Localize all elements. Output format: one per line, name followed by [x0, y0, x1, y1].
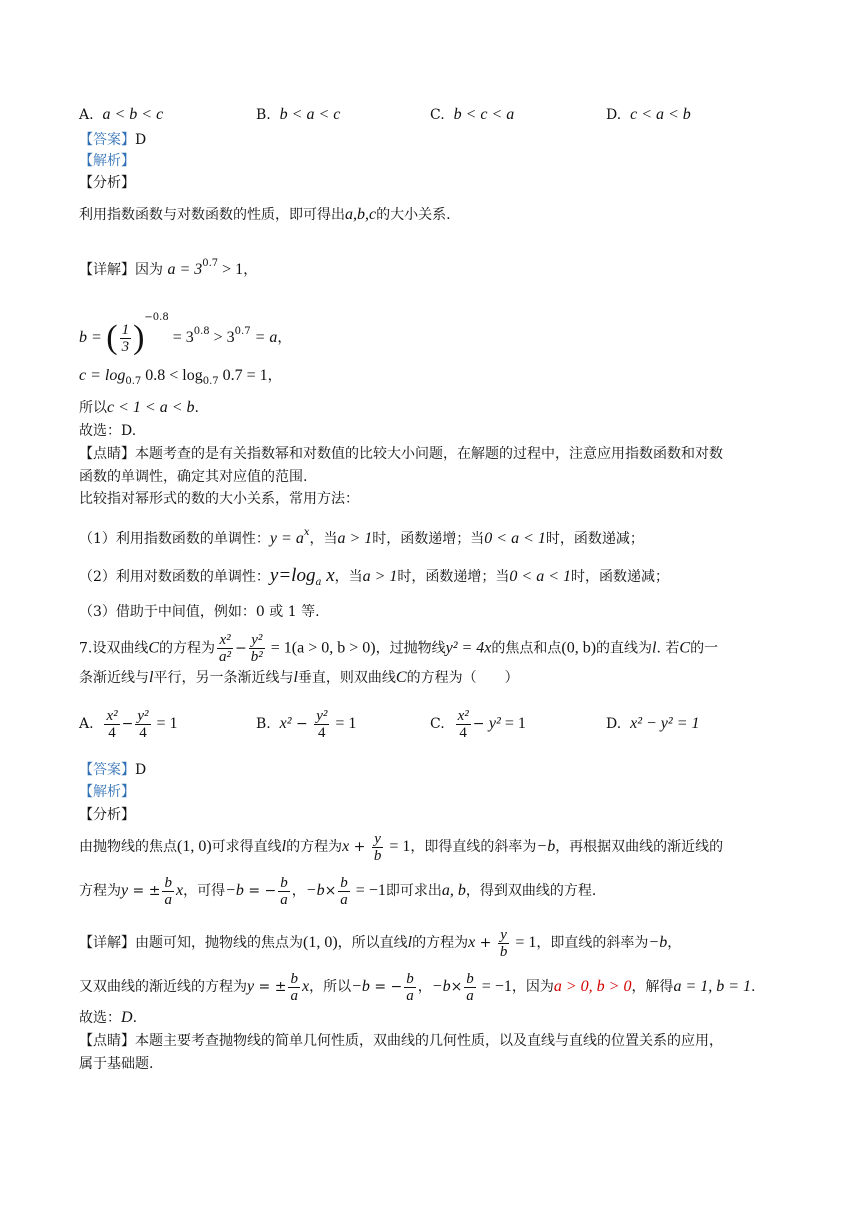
q6-answer — [79, 130, 146, 150]
text: 可求得直线 — [211, 839, 282, 855]
math: = 1(a > 0, b > 0) — [266, 639, 376, 657]
text: 的焦点和点 — [491, 640, 562, 657]
text: . — [194, 400, 199, 416]
math: = −1 — [477, 978, 512, 995]
subscript: 0.7 — [125, 376, 142, 387]
q7-guxuan — [79, 1008, 137, 1028]
text: 时，函数递减； — [545, 531, 644, 547]
fraction: $\frac{y}{b}$ — [499, 926, 508, 960]
fraction: $\frac{y}{b}$ — [373, 830, 382, 864]
q6-conclusion — [79, 398, 199, 418]
text: 7.设双曲线 — [79, 640, 149, 657]
text: ，再根据双曲线的渐近线的 — [555, 839, 724, 855]
text: ，即直线的斜率为 — [536, 935, 649, 951]
q6-method-1 — [79, 523, 644, 549]
text: ，即得直线的斜率为 — [410, 839, 537, 855]
math: (1, 0) — [177, 838, 212, 855]
q6-jiexi — [79, 151, 135, 171]
math: > 3 — [209, 329, 235, 346]
q6-fenxi-text — [79, 205, 451, 225]
math: l — [407, 934, 413, 951]
q6-dianjing-2 — [79, 467, 307, 487]
option-expr: b < c < a — [453, 106, 515, 123]
text: （1）利用指数函数的单调性： — [79, 531, 270, 547]
text: 的方程为 — [159, 640, 216, 657]
q6-option-d — [606, 106, 691, 124]
text: ，解得 — [631, 979, 674, 995]
text: ，可得 — [183, 883, 226, 899]
text: 的一 — [690, 640, 719, 657]
text: 本题考查的是有关指数幂和对数值的比较大小问题，在解题的过程中，注意应用指数函数和对数 — [135, 446, 723, 462]
text: 平行，另一条渐近线与 — [153, 670, 294, 686]
q7-answer — [79, 760, 146, 780]
q7-stem-line2 — [79, 668, 519, 688]
q6-option-a — [79, 106, 163, 124]
math: = −1 — [351, 882, 386, 899]
math: a > 1 — [337, 530, 373, 547]
jiexi-tag: 【解析】 — [79, 153, 135, 169]
text: 故选：D. — [79, 423, 137, 439]
text: 本题主要考查抛物线的简单几何性质，双曲线的几何性质，以及直线与直线的位置关系的应用， — [135, 1033, 723, 1049]
q6-xiangjie-step3 — [79, 366, 282, 392]
text: 时，函数递增；当 — [372, 531, 485, 547]
text: ，过抛物线 — [375, 640, 446, 657]
text: 利用指数函数与对数函数的性质，即可得出 — [79, 207, 345, 223]
fraction: $\frac{b}{a}$ — [340, 874, 348, 908]
text: （2）利用对数函数的单调性： — [79, 569, 270, 585]
math: 0.7 = 1 — [218, 367, 268, 384]
option-label: D. — [606, 107, 622, 123]
text: 方程为 — [79, 883, 121, 899]
text: . — [751, 979, 756, 995]
answer-value: D — [135, 762, 147, 778]
text: 属于基础题. — [79, 1056, 154, 1072]
math: c = log — [79, 367, 126, 384]
q7-option-c: C. $\frac{\text{x²}}{4}$ − y² = 1 — [430, 707, 526, 741]
text: ，当 — [334, 569, 363, 585]
fenxi-tag: 【分析】 — [79, 807, 135, 823]
fraction: $\frac{\text{x²}}{4}$ — [106, 707, 118, 741]
text: 的方程为 — [412, 935, 469, 951]
math: l — [149, 669, 154, 686]
text: ， — [417, 979, 432, 995]
fraction-y2-b2: $\frac{\text{y²}}{\text{b²}}$ — [250, 632, 263, 665]
q6-method-3 — [79, 602, 320, 622]
q6-xiangjie-step1 — [79, 254, 257, 280]
numerator: 1 — [121, 321, 130, 338]
text: 条渐近线与 — [79, 670, 149, 686]
text: 由抛物线的焦点 — [79, 839, 177, 855]
math: 0 < a < 1 — [484, 530, 546, 547]
fraction: $\frac{b}{a}$ — [406, 970, 414, 1004]
subscript: a — [315, 577, 322, 588]
text: 的方程为 — [286, 839, 343, 855]
option-expr: c < a < b — [630, 106, 691, 123]
text: 所以 — [79, 400, 107, 416]
fraction: $\frac{b}{a}$ — [164, 874, 172, 908]
q6-option-c — [430, 106, 514, 124]
xiangjie-tag: 【详解】 — [79, 935, 135, 951]
q7-option-b: B. x² − $\frac{\text{y²}}{4}$ = 1 — [256, 707, 357, 741]
text: ， — [267, 368, 282, 384]
math: C — [679, 639, 691, 657]
option-label: C. — [430, 107, 445, 123]
text: ， — [277, 330, 292, 346]
left-paren: ( — [106, 319, 118, 356]
answer-tag: 【答案】 — [79, 762, 135, 778]
text: . — [132, 1010, 138, 1026]
math: x² − y² = 1 — [630, 715, 700, 732]
fraction: $\frac{\text{x²}}{4}$ — [457, 707, 469, 741]
q6-method-intro — [79, 489, 359, 509]
text: 的直线为 — [596, 640, 653, 657]
q7-fenxi-heading — [79, 805, 135, 825]
jiexi-tag: 【解析】 — [79, 784, 135, 800]
exponent: 0.8 — [193, 326, 210, 337]
fraction-x2-a2: $\frac{\text{x²}}{\text{a²}}$ — [219, 632, 232, 665]
q7-xiangjie-line1: 【详解】由题可知，抛物线的焦点为(1, 0)，所以直线l的方程为x + $\frac{y}{b}$ = 1，即直线的斜率为−b， — [79, 926, 682, 960]
math: −b — [648, 934, 668, 951]
math: −b — [536, 838, 556, 855]
math: (0, b) — [561, 639, 597, 657]
math: l — [293, 669, 298, 686]
text: 比较指对幂形式的数的大小关系，常用方法： — [79, 491, 359, 507]
right-paren: ) — [133, 319, 145, 356]
option-expr: b < a < c — [279, 106, 341, 123]
option-label: B. — [256, 107, 271, 123]
text: 又双曲线的渐近线的方程为 — [79, 979, 247, 995]
math: a = 3 — [167, 261, 203, 278]
text: ，因为 — [511, 979, 554, 995]
text: 时，函数递增；当 — [397, 569, 510, 585]
math: = 3 — [168, 329, 194, 346]
option-expr: a < b < c — [102, 106, 164, 123]
math: y² = 4x — [445, 639, 492, 657]
text: 由题可知，抛物线的焦点为 — [135, 935, 303, 951]
math: x — [321, 565, 335, 586]
dianjing-tag: 【点睛】 — [79, 1033, 135, 1049]
q7-option-d — [606, 704, 699, 744]
highlighted-condition: a > 0, b > 0 — [553, 978, 632, 995]
text: 的大小关系. — [376, 207, 451, 223]
q7-xiangjie-line2: 又双曲线的渐近线的方程为y = ± $\frac{b}{a}$ x，所以−b = − $\frac{b}{a}$ ，−b× $\frac{b}{a}$ = −1，因为a > 0, b > 0，解得a = 1, b = 1. — [79, 970, 756, 1004]
q7-stem-line1: 7.设双曲线C的方程为 $\frac{\text{x²}}{\text{a²}}$ − $\frac{\text{y²}}{\text{b²}}$ = 1(a > 0, b > 0)，过抛物线y² = 4x的焦点和点(0, b)的直线为l. 若C的一 — [79, 632, 719, 665]
math: a = 1, b = 1 — [673, 978, 752, 995]
q7-dianjing-1 — [79, 1031, 723, 1051]
text: 因为 — [135, 262, 163, 278]
q6-option-b — [256, 106, 340, 124]
q7-fenxi-line2: 方程为y = ± $\frac{b}{a}$ x，可得−b = − $\frac{b}{a}$ ，−b× $\frac{b}{a}$ = −1即可求出a, b，得到双曲线的方程. — [79, 874, 597, 908]
text: （3）借助于中间值，例如：0 或 1 等. — [79, 604, 320, 620]
fraction: $\frac{\text{y²}}{4}$ — [316, 707, 328, 741]
math: C — [395, 669, 407, 686]
math: a, b — [441, 882, 466, 899]
dianjing-tag: 【点睛】 — [79, 446, 135, 462]
option-label: D. — [606, 716, 622, 732]
text: 的方程为（ ） — [406, 670, 519, 686]
math: a > 1 — [362, 568, 398, 585]
text: ，所以 — [309, 979, 352, 995]
xiangjie-tag: 【详解】 — [79, 262, 135, 278]
math: y=log — [269, 565, 316, 586]
text: 时，函数递减； — [571, 569, 670, 585]
text: ， — [667, 935, 682, 951]
q6-method-2 — [79, 566, 669, 593]
text: ， — [291, 883, 306, 899]
q6-guxuan — [79, 421, 136, 441]
text: 故选： — [79, 1010, 121, 1026]
exponent: x — [303, 527, 310, 538]
fraction — [120, 322, 132, 355]
option-label: B. — [256, 716, 271, 732]
math: l — [281, 838, 287, 855]
denominator: 3 — [121, 338, 130, 355]
text: ，当 — [309, 531, 338, 547]
answer-value: D — [135, 132, 147, 148]
math: > 1 — [218, 261, 244, 278]
text: ，所以直线 — [337, 935, 408, 951]
math: (1, 0) — [303, 934, 338, 951]
math: l — [652, 639, 657, 657]
math: c < 1 < a < b — [107, 399, 195, 416]
q7-option-a: A. $\frac{\text{x²}}{4}$ − $\frac{\text{y²}}{4}$ = 1 — [79, 707, 178, 741]
math: y = a — [269, 530, 304, 547]
exponent: 0.7 — [234, 326, 251, 337]
q7-fenxi-line1: 由抛物线的焦点(1, 0)可求得直线l的方程为x + $\frac{y}{b}$ = 1，即得直线的斜率为−b，再根据双曲线的渐近线的 — [79, 830, 724, 864]
option-label: A. — [79, 107, 94, 123]
exponent: 0.7 — [202, 258, 219, 269]
math: 0 < a < 1 — [509, 568, 572, 585]
fraction: $\frac{b}{a}$ — [466, 970, 474, 1004]
option-label: C. — [430, 716, 445, 732]
math: C — [148, 639, 160, 657]
exponent: −0.8 — [144, 312, 169, 323]
fenxi-tag: 【分析】 — [79, 175, 135, 191]
answer-tag: 【答案】 — [79, 132, 135, 148]
q7-dianjing-2 — [79, 1054, 153, 1074]
q7-jiexi — [79, 782, 135, 802]
option-label: A. — [79, 716, 94, 732]
q6-xiangjie-step2 — [79, 293, 291, 363]
q6-fenxi-heading — [79, 173, 135, 193]
text: 函数的单调性，确定其对应值的范围. — [79, 469, 308, 485]
text: ，得到双曲线的方程. — [465, 883, 597, 899]
subscript: 0.7 — [202, 376, 219, 387]
q6-dianjing-1 — [79, 444, 723, 464]
text: 垂直，则双曲线 — [297, 670, 396, 686]
fraction: $\frac{b}{a}$ — [290, 970, 298, 1004]
math: = a — [250, 329, 278, 346]
text: . 若 — [656, 640, 680, 657]
fraction: $\frac{b}{a}$ — [280, 874, 288, 908]
math: b = — [79, 329, 102, 346]
text: 即可求出 — [385, 883, 442, 899]
fraction: $\frac{\text{y²}}{4}$ — [137, 707, 149, 741]
math: D — [121, 1009, 133, 1026]
text: ， — [243, 262, 258, 278]
math: a,b,c — [345, 206, 377, 223]
math: 0.8 < log — [141, 367, 203, 384]
